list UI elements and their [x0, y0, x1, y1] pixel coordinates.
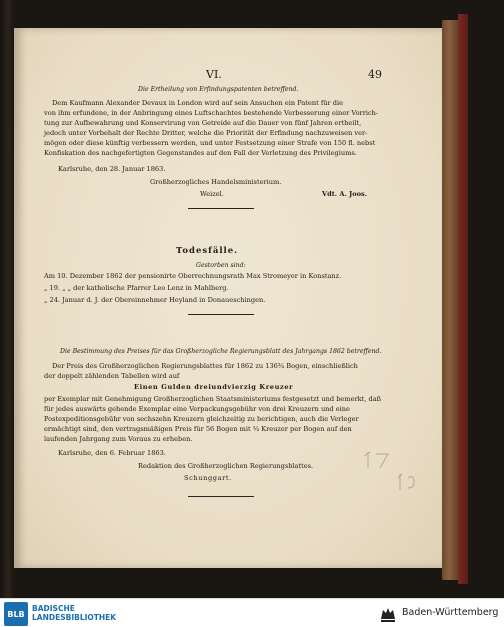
patent-ministry: Großherzogliches Handelsministerium. [150, 178, 282, 186]
patent-clerk: Vdt. A. Joos. [322, 190, 367, 198]
deaths-title: Todesfälle. [176, 246, 239, 256]
price-line: der doppelt zählenden Tabellen wird auf [44, 372, 180, 380]
patent-line: mögen oder diese künftig verbessern werden, und unter Festsetzung einer Strafe von 150 fl. nebst [44, 139, 376, 147]
section-number: VI. [206, 68, 222, 81]
price-office: Redaktion des Großherzoglichen Regierungsblattes. [138, 462, 314, 470]
price-line: ermächtigt sind, den vertragsmäßigen Preis für 56 Bogen mit ¾ Kreuzer per Bogen auf den [44, 425, 352, 433]
section-divider [188, 496, 254, 497]
pencil-annotation-mark [358, 448, 428, 498]
price-line: laufenden Jahrgang zum Voraus zu erheben. [44, 435, 193, 443]
death-entry: „ 24. Januar d. J. der Obereinnehmer Heyland in Donaueschingen. [44, 296, 266, 304]
patent-caption: Die Ertheilung von Erfindungspatenten betreffend. [138, 86, 299, 93]
price-line: per Exemplar mit Genehmigung Großherzoglichen Staatsministeriums festgesetzt und bemerkt, daß [44, 395, 382, 403]
patent-line: jedoch unter Vorbehalt der Rechte Dritter, welche die Priorität der Erfindung nachzuweisen ver- [44, 129, 368, 137]
blb-name-line-1: BADISCHE [32, 604, 75, 613]
patent-line: tung zur Aufbewahrung und Konservirung von Getreide auf die Dauer von fünf Jahren ertheilt, [44, 119, 362, 127]
patent-line: von ihm erfundene, in der Anbringung eines Luftschachtes bestehende Verbesserung einer Vorrich- [44, 109, 379, 117]
blb-name[interactable] [32, 604, 116, 622]
book-cover-edge [458, 14, 468, 584]
price-date: Karlsruhe, den 6. Februar 1863. [58, 449, 166, 457]
viewer-footer [0, 598, 504, 627]
price-amount: Einen Gulden dreiundvierzig Kreuzer [134, 383, 294, 391]
price-line: Der Preis des Großherzoglichen Regierungsblattes für 1862 zu 136¾ Bogen, einschließlich [52, 362, 358, 370]
price-line: für jedes auswärts gehende Exemplar eine Verpackungsgebühr von drei Kreuzern und eine [44, 405, 350, 413]
patent-date: Karlsruhe, den 28. Januar 1863. [58, 165, 166, 173]
blb-logo[interactable]: BLB [4, 602, 28, 626]
price-caption: Die Bestimmung des Preises für das Großherzogliche Regierungsblatt des Jahrgangs 1862 betreffend. [60, 348, 382, 355]
price-signer: Schunggart. [184, 474, 232, 482]
deaths-subtitle: Gestorben sind: [196, 262, 246, 269]
section-divider [188, 314, 254, 315]
price-line: Postexpeditionsgebühr von sechszehn Kreuzern gleichzeitig zu berichtigen, auch die Verleger [44, 415, 359, 423]
patent-line: Konfiskation des nachgefertigten Gegenstandes auf den Fall der Verletzung des Privilegiums. [44, 149, 357, 157]
blb-name-line-2: LANDESBIBLIOTHEK [32, 613, 117, 622]
death-entry: Am 10. Dezember 1862 der pensionirte Oberrechnungsrath Max Stromeyer in Konstanz. [44, 272, 342, 280]
section-divider [188, 208, 254, 209]
baden-wuerttemberg-name[interactable]: Baden-Württemberg [402, 607, 499, 618]
patent-signer: Weizel. [200, 190, 224, 198]
patent-line: Dem Kaufmann Alexander Devaux in London wird auf sein Ansuchen ein Patent für die [52, 99, 344, 107]
page-number: 49 [368, 68, 382, 81]
baden-wuerttemberg-lion-icon[interactable] [378, 604, 398, 624]
death-entry: „ 19. „ „ der katholische Pfarrer Leo Lenz in Mahlberg. [44, 284, 229, 292]
